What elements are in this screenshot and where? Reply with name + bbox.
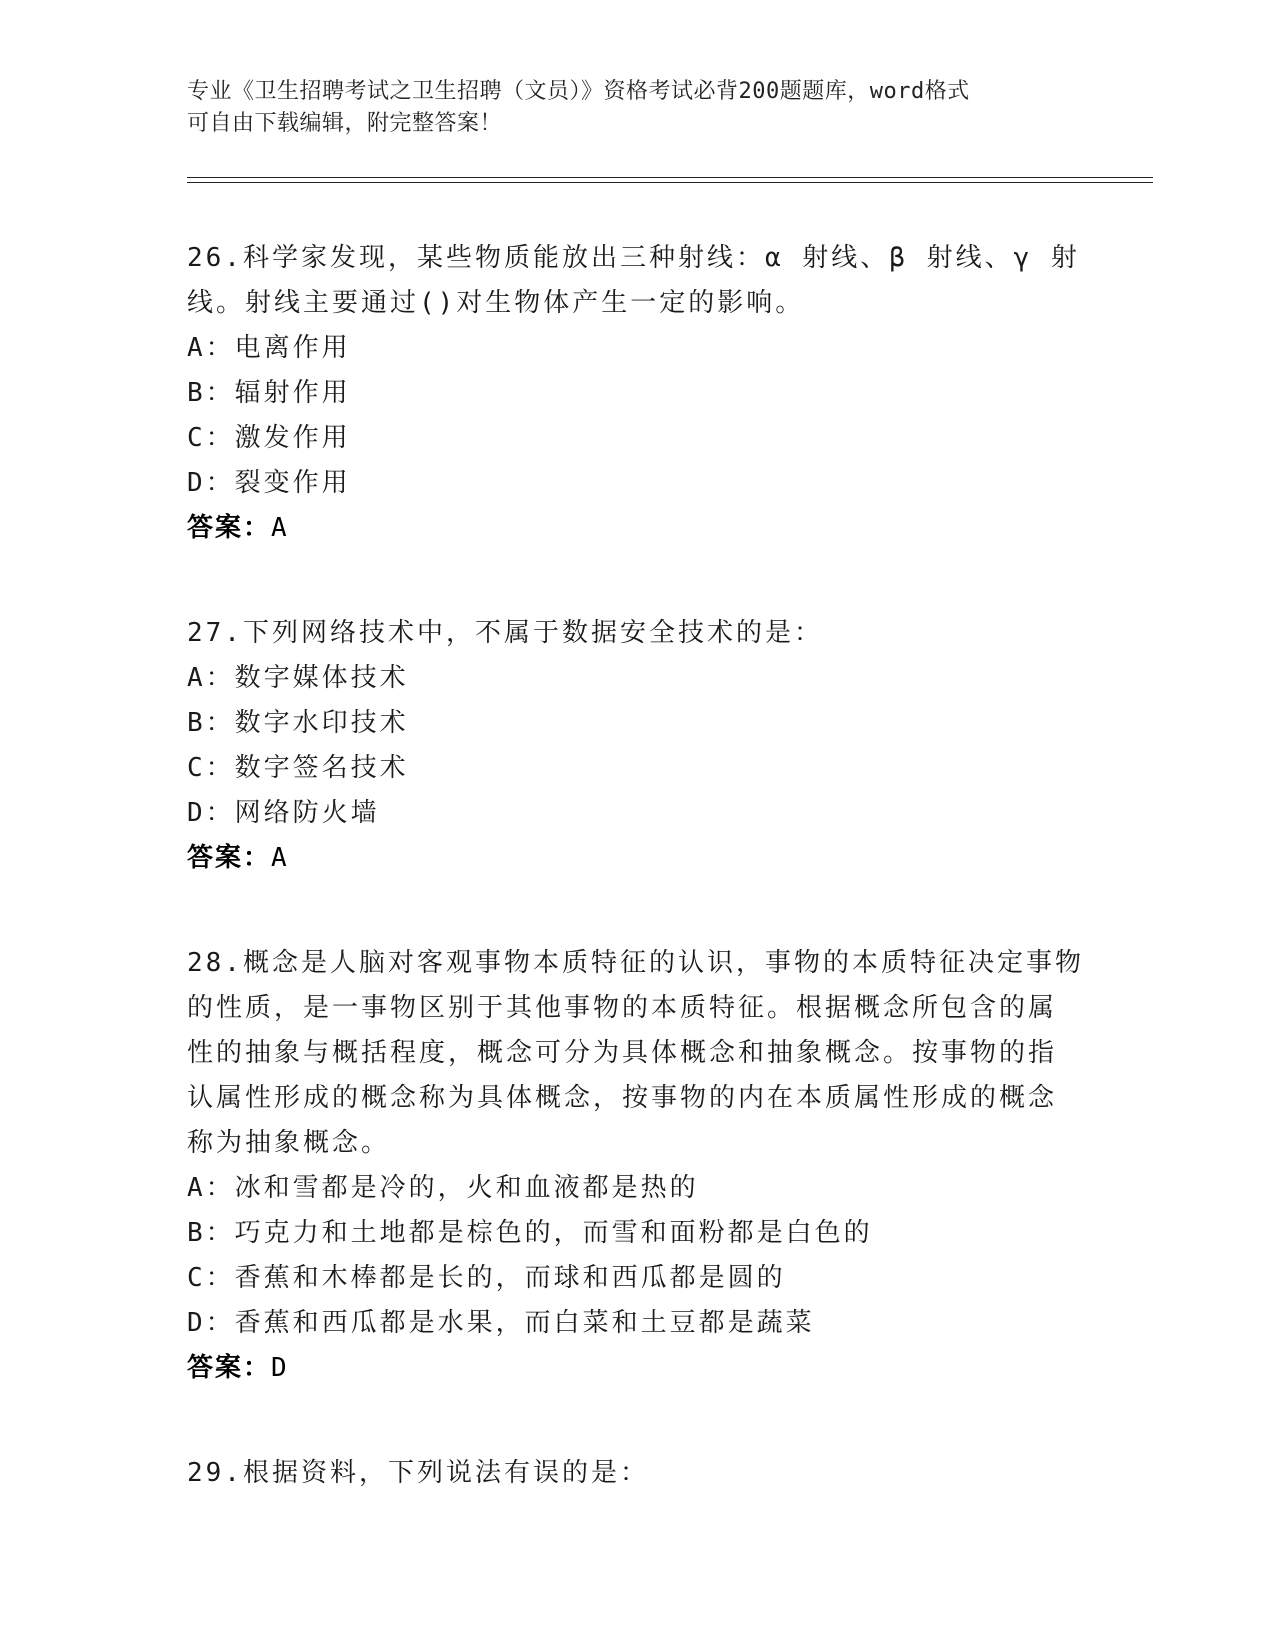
answer-value: A	[271, 843, 289, 873]
header-title-line-1: 专业《卫生招聘考试之卫生招聘（文员）》资格考试必背200题题库，word格式	[187, 79, 970, 104]
option-c: C：香蕉和木棒都是长的，而球和西瓜都是圆的	[187, 1263, 786, 1293]
question-stem-line: 的性质，是一事物区别于其他事物的本质特征。根据概念所包含的属	[187, 993, 1058, 1023]
option-b: B：数字水印技术	[187, 708, 409, 738]
answer-line	[187, 836, 1087, 881]
option-c: C：激发作用	[187, 423, 351, 453]
question-stem-line: 29.根据资料，下列说法有误的是：	[187, 1458, 649, 1488]
answer-label: 答案：	[187, 1353, 272, 1383]
answer-line	[187, 506, 1087, 551]
question-stem-line: 性的抽象与概括程度，概念可分为具体概念和抽象概念。按事物的指	[187, 1038, 1058, 1068]
option-d: D：网络防火墙	[187, 798, 380, 828]
question-spacer	[187, 881, 1087, 941]
question-29	[187, 1451, 1087, 1496]
header-title-line-2: 可自由下载编辑，附完整答案！	[187, 111, 503, 136]
question-26	[187, 236, 1087, 551]
header-double-rule	[187, 177, 1153, 183]
question-stem-line: 28.概念是人脑对客观事物本质特征的认识，事物的本质特征决定事物	[187, 948, 1084, 978]
question-spacer	[187, 1391, 1087, 1451]
question-27	[187, 611, 1087, 881]
option-b: B：辐射作用	[187, 378, 351, 408]
option-a: A：冰和雪都是冷的，火和血液都是热的	[187, 1173, 699, 1203]
answer-value: A	[271, 513, 289, 543]
answer-line	[187, 1346, 1087, 1391]
option-d: D：裂变作用	[187, 468, 351, 498]
option-c: C：数字签名技术	[187, 753, 409, 783]
question-spacer	[187, 551, 1087, 611]
answer-label: 答案：	[187, 513, 272, 543]
question-stem-line: 称为抽象概念。	[187, 1128, 391, 1158]
option-a: A：电离作用	[187, 333, 351, 363]
question-stem-line: 27.下列网络技术中，不属于数据安全技术的是：	[187, 618, 823, 648]
option-a: A：数字媒体技术	[187, 663, 409, 693]
document-header	[187, 76, 1067, 140]
question-28	[187, 941, 1087, 1391]
option-b: B：巧克力和土地都是棕色的，而雪和面粉都是白色的	[187, 1218, 873, 1248]
answer-value: D	[271, 1353, 289, 1383]
question-stem-line: 认属性形成的概念称为具体概念，按事物的内在本质属性形成的概念	[187, 1083, 1058, 1113]
answer-label: 答案：	[187, 843, 272, 873]
question-stem-line: 26.科学家发现，某些物质能放出三种射线：α 射线、β 射线、γ 射	[187, 243, 1080, 273]
option-d: D：香蕉和西瓜都是水果，而白菜和土豆都是蔬菜	[187, 1308, 815, 1338]
question-list	[187, 236, 1087, 1496]
question-stem-line: 线。射线主要通过()对生物体产生一定的影响。	[187, 288, 805, 318]
